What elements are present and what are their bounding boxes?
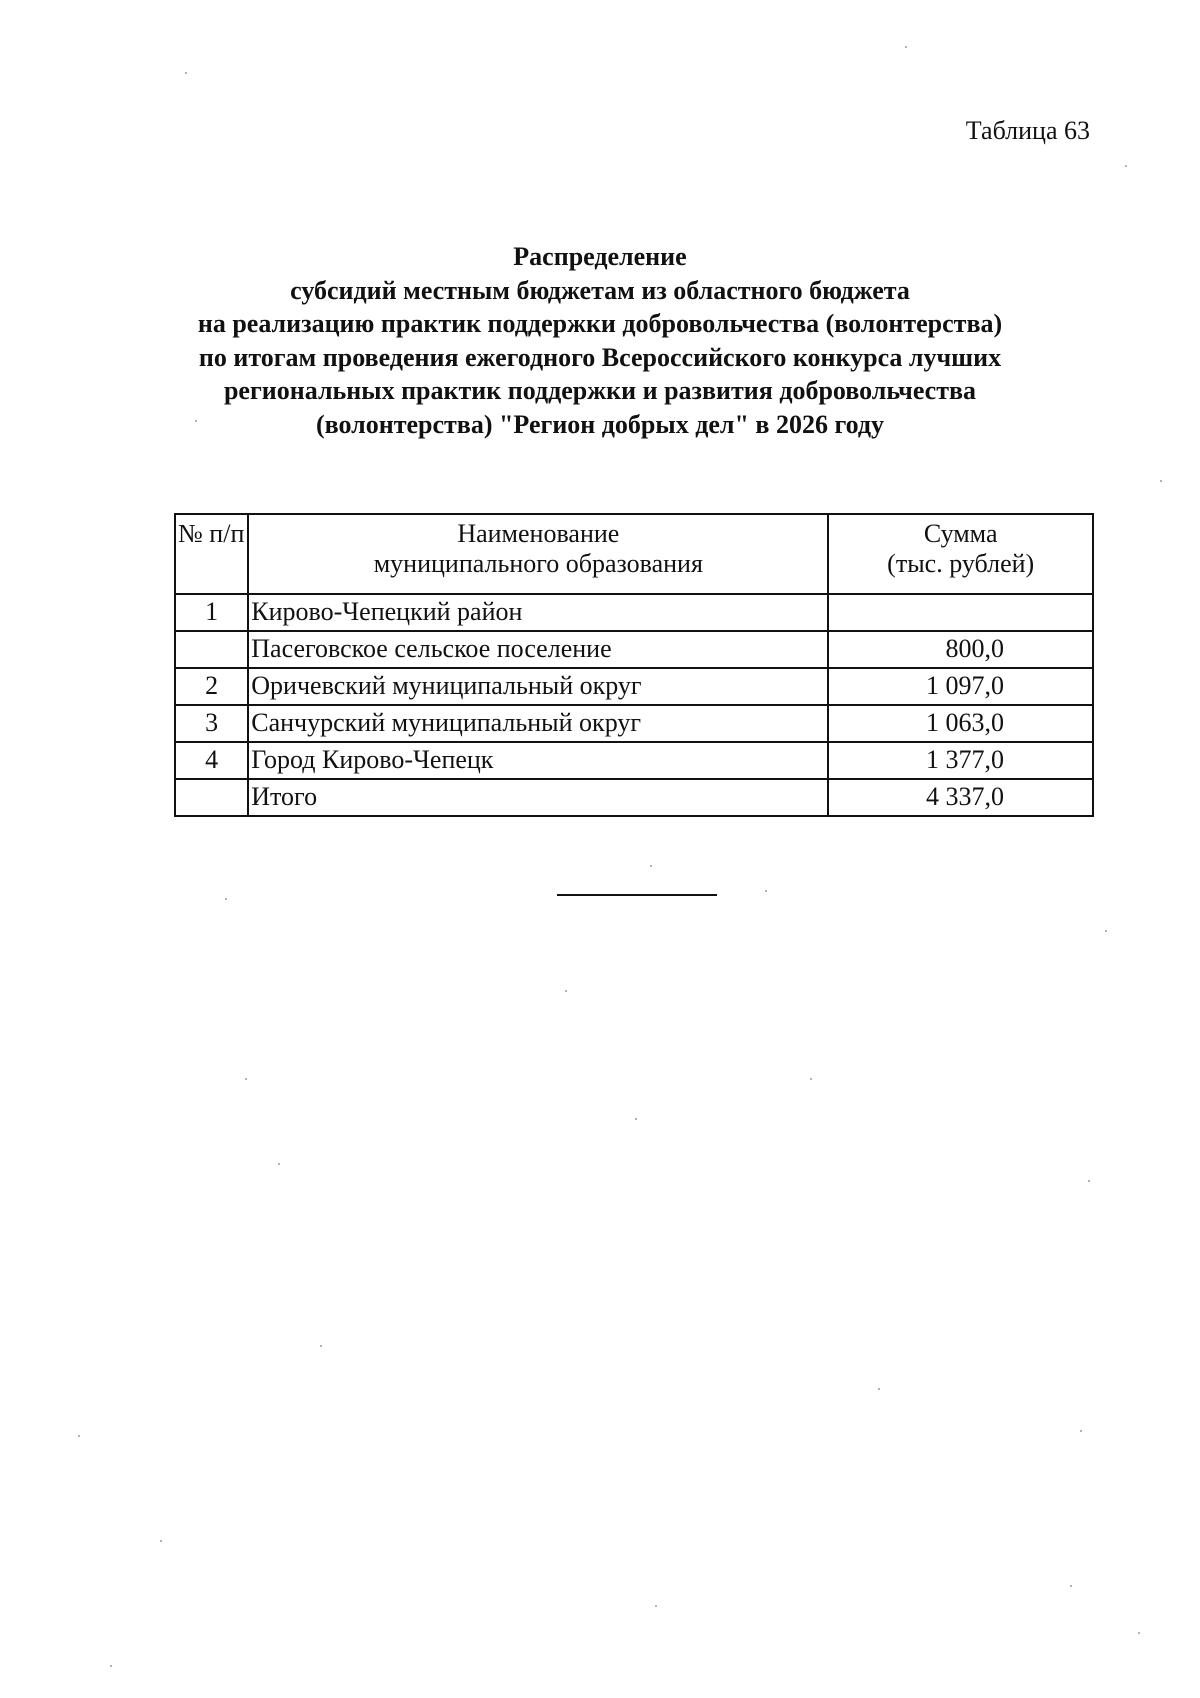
scan-speck xyxy=(278,1163,280,1165)
scan-speck xyxy=(1125,165,1127,167)
header-sum-line1: Сумма xyxy=(923,519,998,548)
title-line: на реализацию практик поддержки добровольчества (волонтерства) xyxy=(197,309,1003,338)
title-line: Распределение xyxy=(513,242,687,271)
scan-speck xyxy=(225,898,227,900)
header-sum xyxy=(828,514,1093,594)
scan-speck xyxy=(565,990,567,992)
header-sum-line2: (тыс. рублей) xyxy=(887,548,1035,578)
table-row xyxy=(175,742,1093,779)
header-name xyxy=(248,514,828,594)
scan-speck xyxy=(765,890,767,892)
scan-speck xyxy=(1088,1180,1090,1182)
scan-speck xyxy=(110,1665,112,1667)
row-name: Пасеговское сельское поселение xyxy=(248,631,828,668)
row-number: 1 xyxy=(175,594,248,631)
scan-speck xyxy=(650,865,652,867)
row-number xyxy=(175,779,248,816)
row-sum: 1 063,0 xyxy=(828,705,1093,742)
scan-speck xyxy=(905,46,907,48)
scan-speck xyxy=(810,1078,812,1080)
scan-speck xyxy=(655,1605,657,1607)
scan-speck xyxy=(1138,1632,1140,1634)
scan-speck xyxy=(185,72,187,74)
title-line: региональных практик поддержки и развития добровольчества xyxy=(223,376,977,405)
scan-speck xyxy=(1105,930,1107,932)
document-title xyxy=(140,240,1060,441)
total-label: Итого xyxy=(248,779,828,816)
end-of-document-rule xyxy=(557,894,717,896)
header-name-line1: Наименование xyxy=(457,519,620,548)
row-sum: 1 097,0 xyxy=(828,668,1093,705)
header-name-line2: муниципального образования xyxy=(373,548,703,578)
table-row xyxy=(175,668,1093,705)
table-row xyxy=(175,631,1093,668)
row-number: 4 xyxy=(175,742,248,779)
table-total-row xyxy=(175,779,1093,816)
title-line: по итогам проведения ежегодного Всероссийского конкурса лучших xyxy=(198,342,1002,372)
title-line: субсидий местным бюджетам из областного бюджета xyxy=(290,275,910,305)
subsidy-distribution-table xyxy=(174,513,1094,817)
row-name: Город Кирово-Чепецк xyxy=(248,742,828,779)
row-name: Кирово-Чепецкий район xyxy=(248,594,828,631)
scan-speck xyxy=(1070,1585,1072,1587)
row-name: Оричевский муниципальный округ xyxy=(248,668,828,705)
scan-speck xyxy=(320,1345,322,1347)
total-sum: 4 337,0 xyxy=(828,779,1093,816)
row-number xyxy=(175,631,248,668)
row-name: Санчурский муниципальный округ xyxy=(248,705,828,742)
scan-speck xyxy=(1080,1430,1082,1432)
scan-speck xyxy=(195,420,197,422)
scan-speck xyxy=(1160,480,1162,482)
table-row xyxy=(175,705,1093,742)
title-line: (волонтерства) "Регион добрых дел" в 2026 году xyxy=(315,409,885,439)
table-header-row xyxy=(175,514,1093,594)
row-sum: 1 377,0 xyxy=(828,742,1093,779)
row-number: 3 xyxy=(175,705,248,742)
row-sum: 800,0 xyxy=(828,631,1093,668)
table-number-label: Таблица 63 xyxy=(965,116,1090,145)
header-number: № п/п xyxy=(175,514,248,594)
scan-speck xyxy=(78,1435,80,1437)
table-row xyxy=(175,594,1093,631)
row-number: 2 xyxy=(175,668,248,705)
scan-speck xyxy=(635,1118,637,1120)
scan-speck xyxy=(245,1078,247,1080)
row-sum xyxy=(828,594,1093,631)
scan-speck xyxy=(878,1388,880,1390)
scan-speck xyxy=(160,1540,162,1542)
